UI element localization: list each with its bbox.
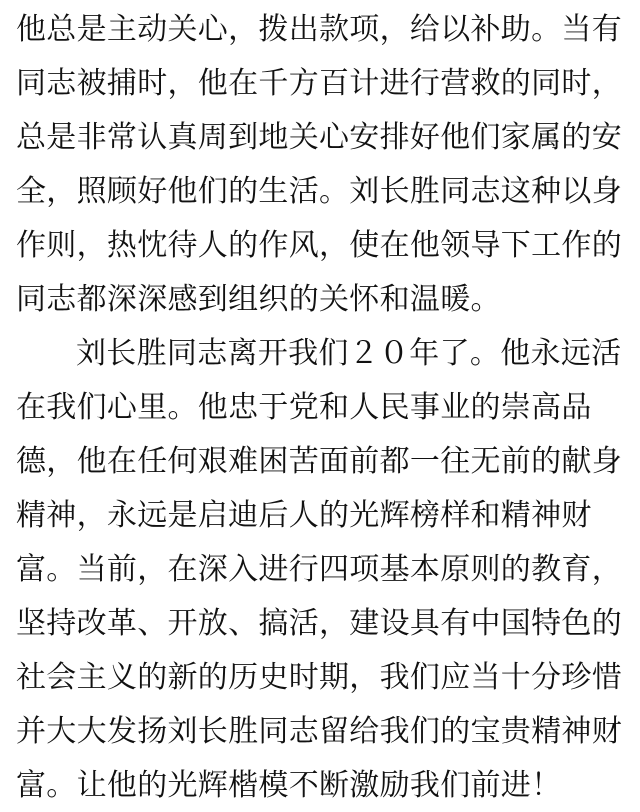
- text-line-15: 富。让他的光辉楷模不断激励我们前进！: [16, 768, 562, 803]
- text-line-11: 富。当前，在深入进行四项基本原则的教育，: [16, 552, 622, 587]
- text-line-4: 全，照顾好他们的生活。刘长胜同志这种以身: [16, 174, 622, 209]
- text-line-10: 精神，永远是启迪后人的光辉榜样和精神财: [16, 498, 592, 533]
- text-line-7: 刘长胜同志离开我们２０年了。他永远活: [76, 336, 622, 371]
- text-line-5: 作则，热忱待人的作风，使在他领导下工作的: [16, 228, 622, 263]
- text-line-2: 同志被捕时，他在千方百计进行营救的同时，: [16, 66, 622, 101]
- text-line-1: 他总是主动关心，拨出款项，给以补助。当有: [16, 12, 622, 47]
- text-line-13: 社会主义的新的历史时期，我们应当十分珍惜: [16, 660, 622, 695]
- text-line-9: 德，他在任何艰难困苦面前都一往无前的献身: [16, 444, 622, 479]
- text-line-3: 总是非常认真周到地关心安排好他们家属的安: [16, 120, 622, 155]
- text-line-12: 坚持改革、开放、搞活，建设具有中国特色的: [16, 606, 622, 641]
- text-line-14: 并大大发扬刘长胜同志留给我们的宝贵精神财: [16, 714, 622, 749]
- text-line-8: 在我们心里。他忠于党和人民事业的崇高品: [16, 390, 592, 425]
- text-line-6: 同志都深深感到组织的关怀和温暖。: [16, 282, 501, 317]
